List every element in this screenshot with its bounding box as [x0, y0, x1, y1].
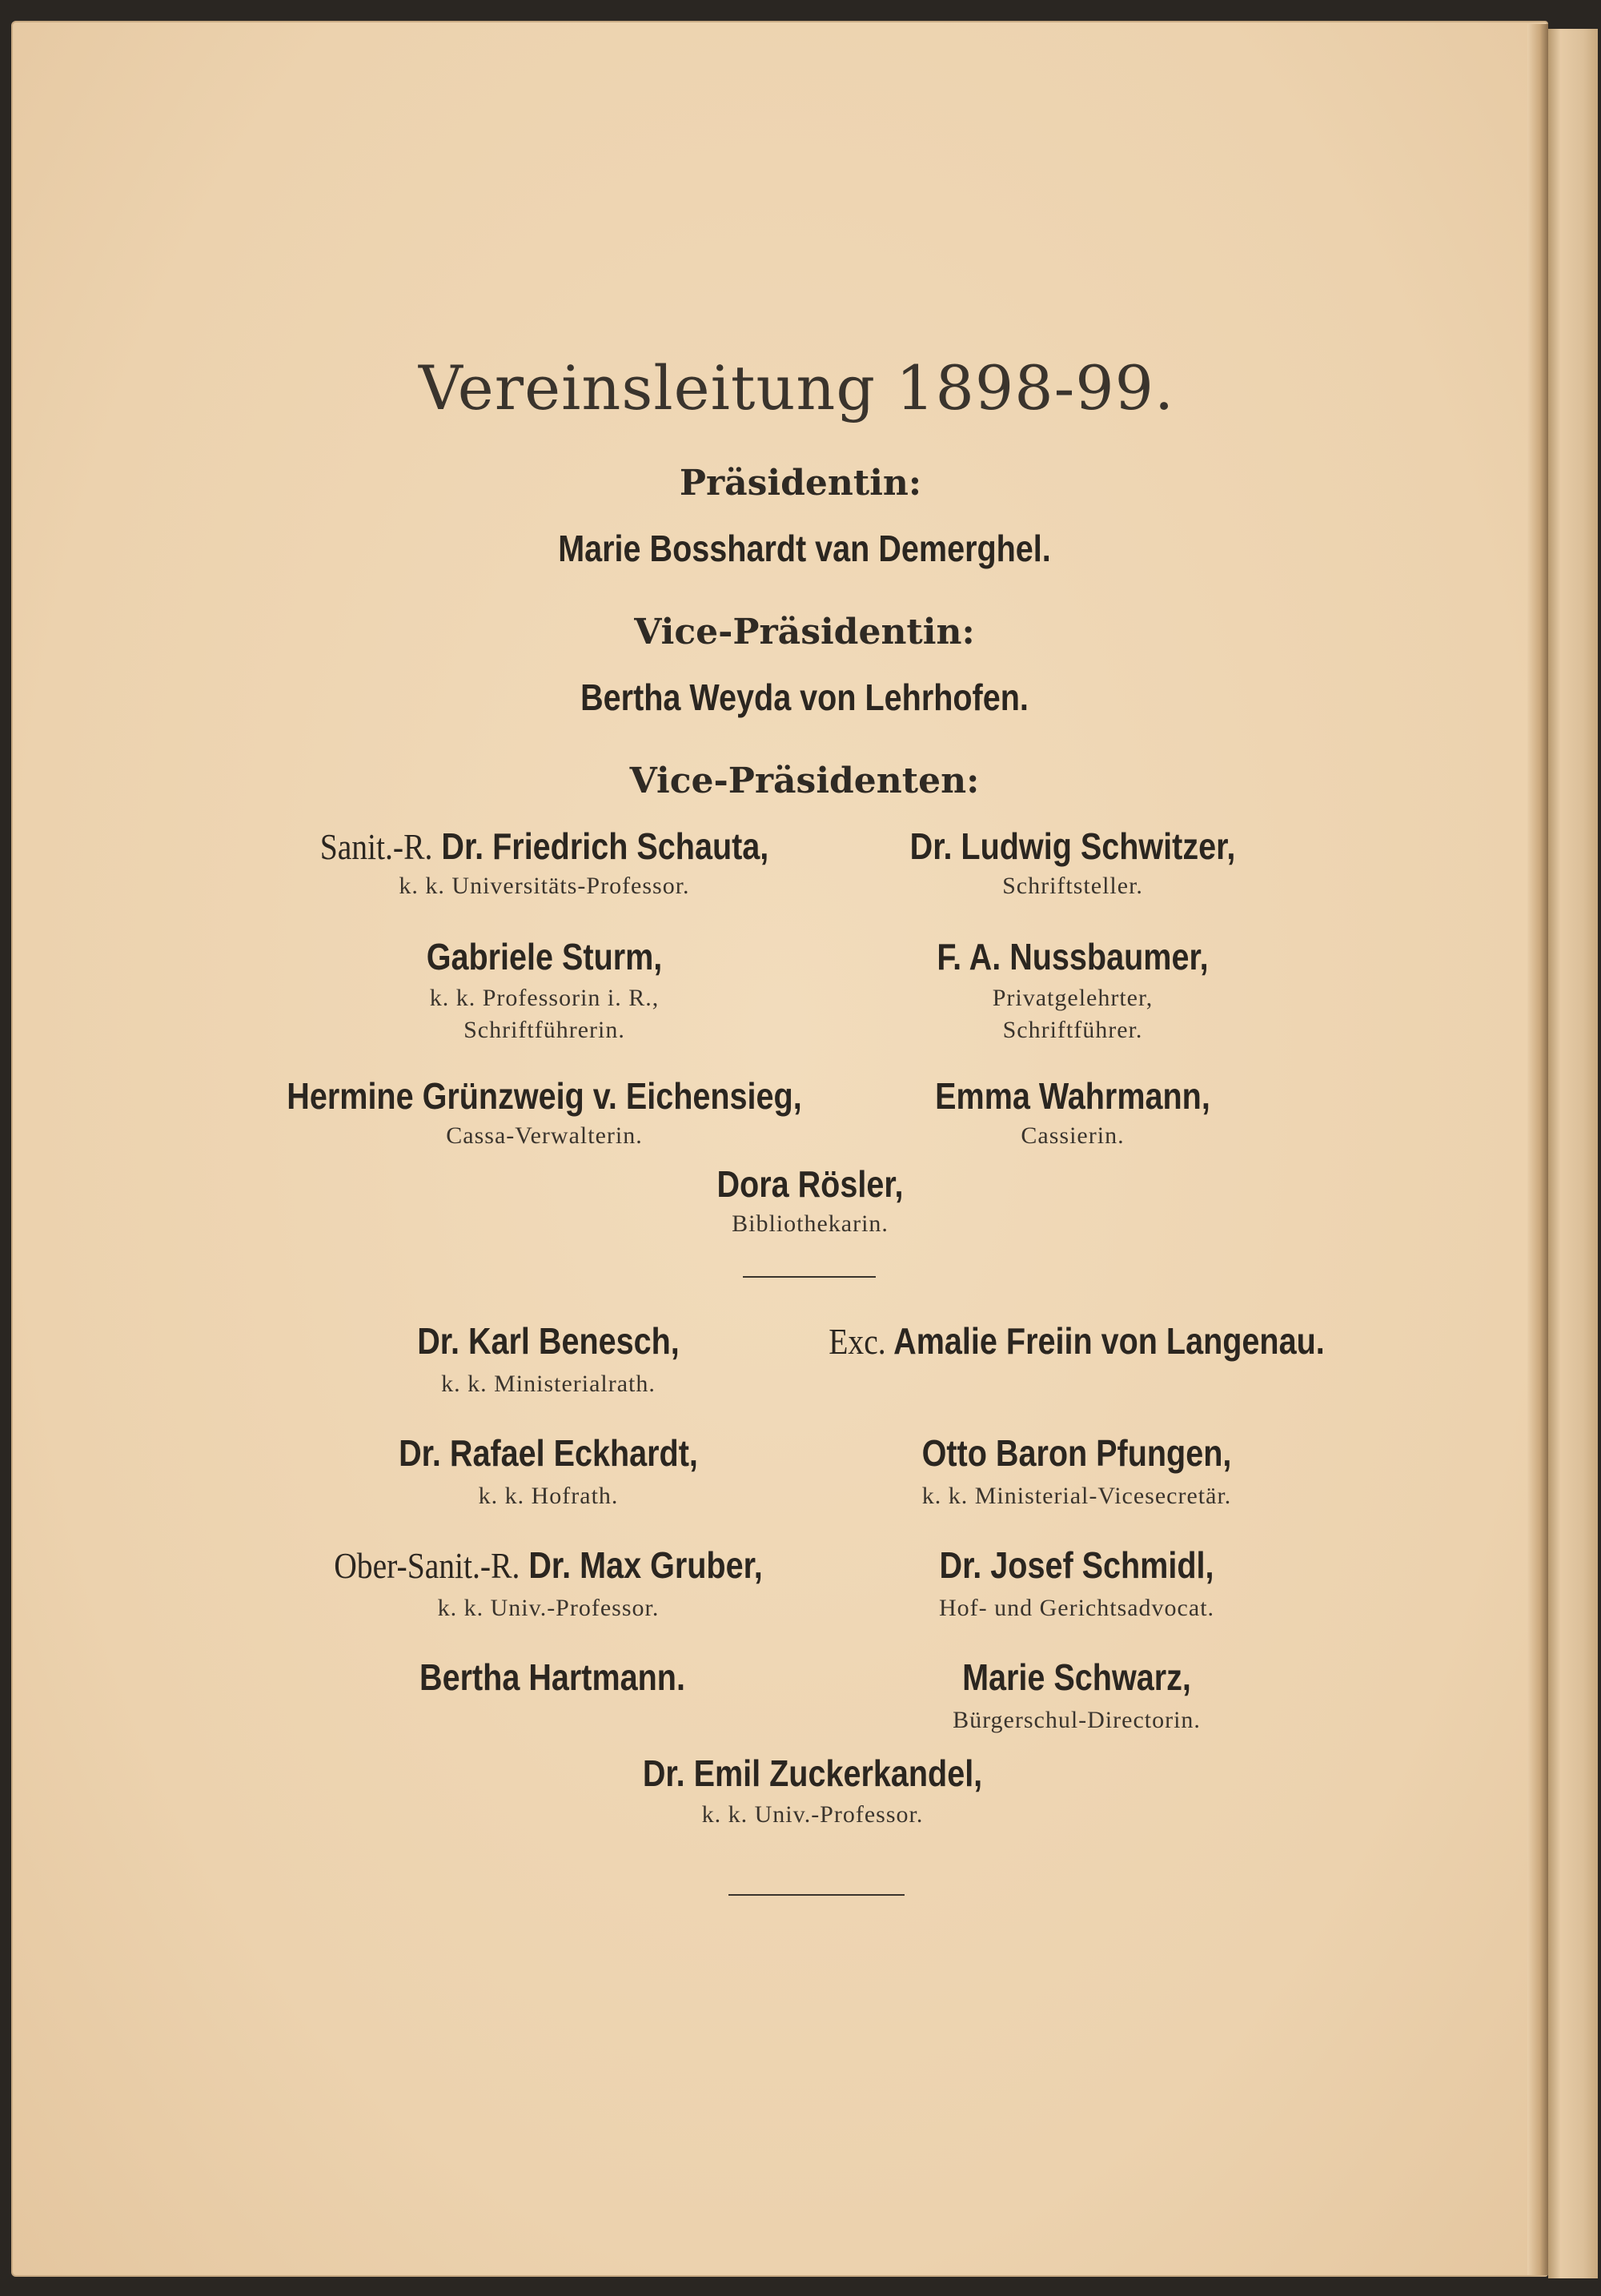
- vice-president-f-heading: Vice-Präsidentin:: [634, 612, 975, 652]
- divider-rule-1: [743, 1276, 876, 1278]
- vp7-name: Dora Rösler,: [716, 1163, 904, 1205]
- vp1-prefix: Sanit.-R.: [319, 826, 433, 867]
- member3-name: Dr. Rafael Eckhardt,: [399, 1432, 698, 1474]
- vp5-desc: Cassa-Verwalterin.: [446, 1122, 643, 1149]
- vp6-name: Emma Wahrmann,: [935, 1075, 1210, 1117]
- vp1-line: [320, 825, 769, 868]
- divider-rule-2: [728, 1894, 905, 1896]
- member7-name: Bertha Hartmann.: [419, 1656, 685, 1698]
- vp1-name: Dr. Friedrich Schauta,: [441, 825, 769, 867]
- vp4-desc-2: Schriftführer.: [1002, 1017, 1143, 1043]
- member1-name: Dr. Karl Benesch,: [417, 1320, 680, 1362]
- member6-desc: Hof- und Gerichtsadvocat.: [938, 1595, 1215, 1621]
- vp3-name: Gabriele Sturm,: [426, 936, 663, 977]
- vice-president-f-name: Bertha Weyda von Lehrhofen.: [580, 676, 1029, 718]
- vp4-name: F. A. Nussbaumer,: [937, 936, 1209, 977]
- member5-prefix: Ober-Sanit.-R.: [334, 1545, 520, 1586]
- page-edge-right: [1548, 29, 1598, 2278]
- vp3-desc-2: Schriftführerin.: [463, 1017, 625, 1043]
- member5-name: Dr. Max Gruber,: [528, 1544, 763, 1586]
- member1-desc: k. k. Ministerialrath.: [441, 1371, 656, 1397]
- vp6-desc: Cassierin.: [1021, 1122, 1125, 1149]
- vp1-desc: k. k. Universitäts-Professor.: [399, 873, 690, 899]
- member4-name: Otto Baron Pfungen,: [921, 1432, 1232, 1474]
- page-title: Vereinsleitung 1898-99.: [418, 352, 1175, 423]
- book-spine: [1527, 24, 1548, 2275]
- vp2-name: Dr. Ludwig Schwitzer,: [909, 825, 1236, 867]
- president-heading: Präsidentin:: [679, 463, 922, 504]
- member9-desc: k. k. Univ.-Professor.: [701, 1801, 924, 1828]
- president-name: Marie Bosshardt van Demerghel.: [558, 528, 1051, 569]
- member2-line: [829, 1319, 1324, 1363]
- member4-desc: k. k. Ministerial-Vicesecretär.: [921, 1483, 1232, 1509]
- vp3-desc-1: k. k. Professorin i. R.,: [429, 985, 660, 1011]
- member5-line: [334, 1543, 763, 1587]
- member8-desc: Bürgerschul-Directorin.: [953, 1707, 1201, 1733]
- vp7-desc: Bibliothekarin.: [732, 1210, 889, 1237]
- vp5-name: Hermine Grünzweig v. Eichensieg,: [287, 1075, 802, 1117]
- member2-name: Amalie Freiin von Langenau.: [893, 1320, 1325, 1362]
- member9-name: Dr. Emil Zuckerkandel,: [642, 1752, 983, 1794]
- vp2-desc: Schriftsteller.: [1002, 873, 1143, 899]
- member3-desc: k. k. Hofrath.: [478, 1483, 619, 1509]
- vp4-desc-1: Privatgelehrter,: [992, 985, 1154, 1011]
- vice-presidents-heading: Vice-Präsidenten:: [629, 761, 980, 801]
- member5-desc: k. k. Univ.-Professor.: [437, 1595, 660, 1621]
- member8-name: Marie Schwarz,: [962, 1656, 1191, 1698]
- member2-prefix: Exc.: [829, 1321, 886, 1362]
- member6-name: Dr. Josef Schmidl,: [939, 1544, 1214, 1586]
